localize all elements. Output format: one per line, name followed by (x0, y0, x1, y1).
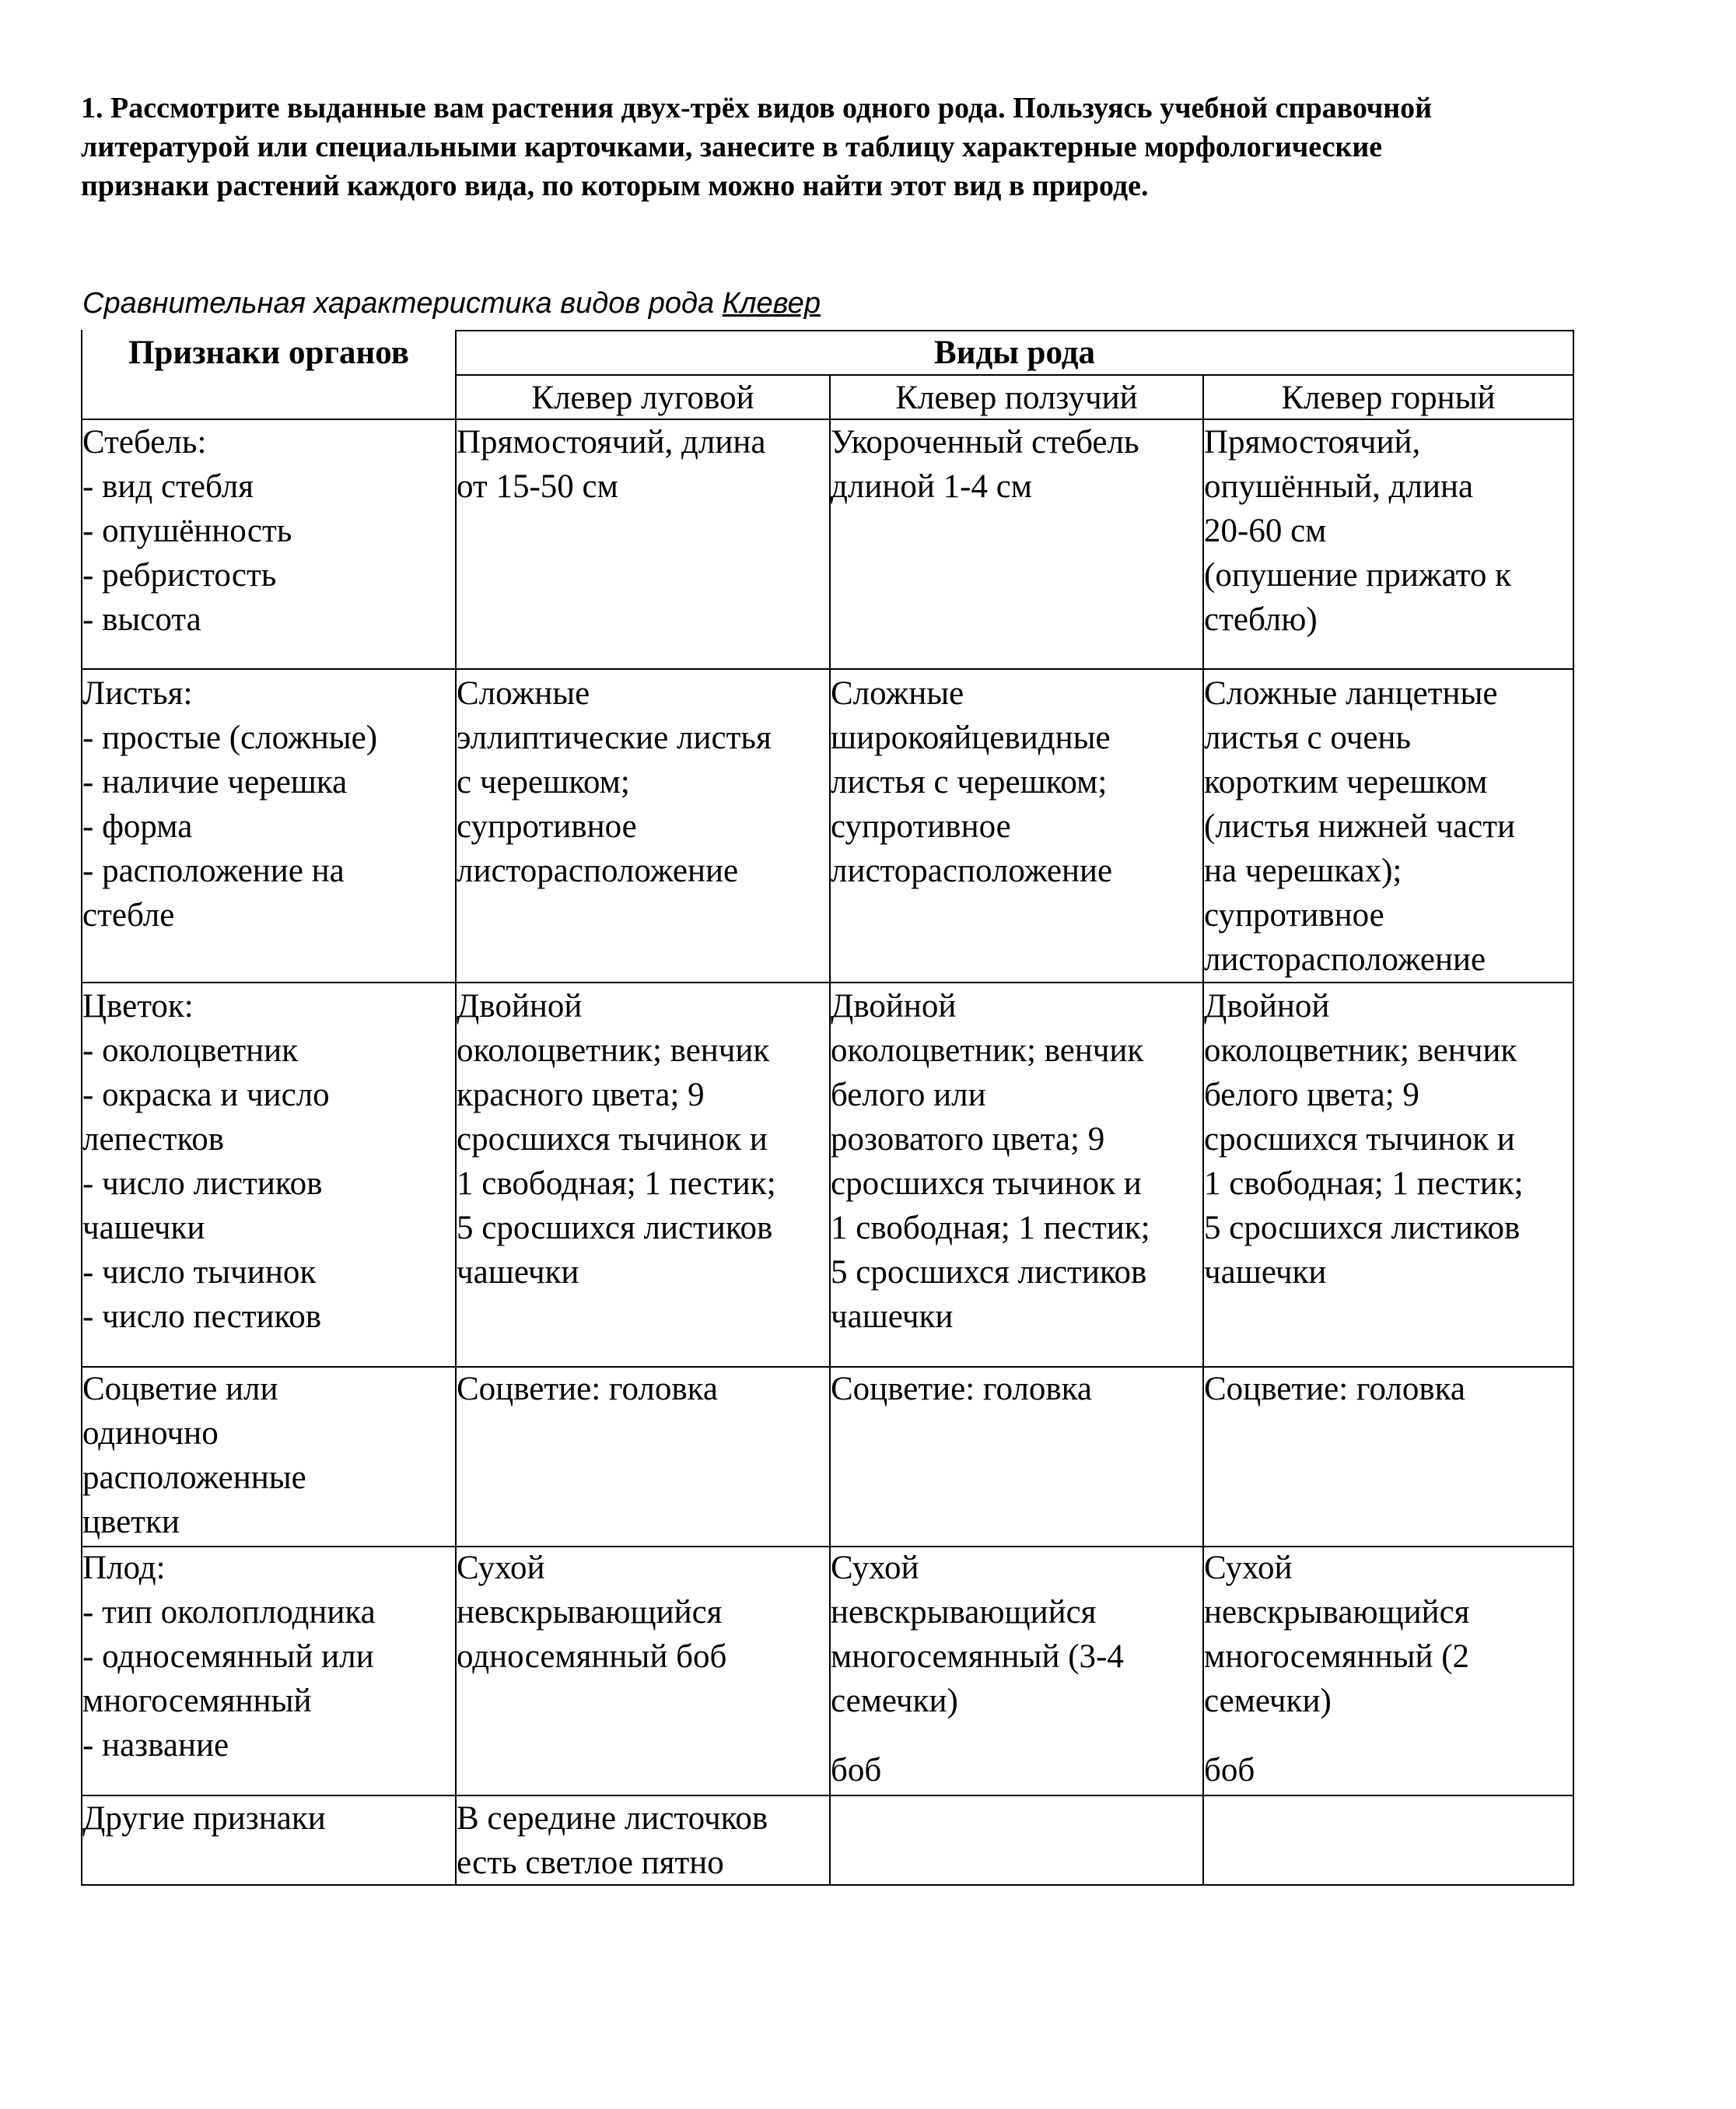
cell-organ-fruit: Плод: - тип околоплодника - односемянный или многосемянный - название (82, 1550, 376, 1764)
header-species-meadow: Клевер луговой (531, 380, 754, 416)
cell-flower-meadow: Двойной околоцветник; венчик красного цвета; 9 сросшихся тычинок и 1 свободная; 1 пестик; 5 сросшихся листиков чашечки (457, 988, 776, 1291)
cell-fruit-meadow: Сухой невскрывающийся односемянный боб (457, 1550, 727, 1675)
row-line-stem-bottom (81, 668, 1574, 670)
cell-organ-other: Другие признаки (82, 1800, 326, 1837)
cell-fruit-creeping-name: боб (831, 1752, 882, 1788)
header-organs: Признаки органов (128, 335, 409, 371)
cell-flower-creeping: Двойной околоцветник; венчик белого или розоватого цвета; 9 сросшихся тычинок и 1 свободная; 1 пестик; 5 сросшихся листиков чашечки (831, 988, 1150, 1335)
cell-stem-creeping: Укороченный стебель длиной 1-4 см (831, 424, 1139, 505)
cell-leaves-meadow: Сложные эллиптические листья с черешком; супротивное листорасположение (457, 675, 772, 889)
header-split-line (455, 374, 1574, 376)
cell-inflorescence-mountain: Соцветие: головка (1204, 1371, 1466, 1407)
task-line-1: 1. Рассмотрите выданные вам растения двух-трёх видов одного рода. Пользуясь учебной справочной (81, 92, 1433, 124)
cell-stem-mountain: Прямостоячий, опушённый, длина 20-60 см (опушение прижато к стеблю) (1204, 424, 1511, 638)
row-line-leaves-bottom (81, 982, 1574, 983)
cell-flower-mountain: Двойной околоцветник; венчик белого цвета; 9 сросшихся тычинок и 1 свободная; 1 пестик; 5 сросшихся листиков чашечки (1204, 988, 1524, 1291)
table-right-border (1573, 330, 1574, 1886)
task-line-3: признаки растений каждого вида, по которым можно найти этот вид в природе. (81, 170, 1149, 202)
caption-genus: Клевер (722, 287, 821, 320)
cell-inflorescence-creeping: Соцветие: головка (831, 1371, 1093, 1407)
header-species-creeping: Клевер ползучий (895, 380, 1138, 416)
cell-fruit-mountain-name: боб (1204, 1752, 1255, 1788)
task-statement (81, 89, 1668, 205)
header-species-group: Виды рода (934, 335, 1095, 371)
cell-inflorescence-meadow: Соцветие: головка (457, 1371, 719, 1407)
cell-leaves-mountain: Сложные ланцетные листья с очень коротким черешком (листья нижней части на черешках); супротивное листорасположение (1204, 675, 1515, 978)
table-caption (82, 286, 821, 321)
task-line-2: литературой или специальными карточками, занесите в таблицу характерные морфологические (81, 131, 1383, 163)
header-species-mountain: Клевер горный (1281, 380, 1496, 416)
caption-prefix: Сравнительная характеристика видов рода (82, 287, 723, 320)
cell-organ-flower: Цветок: - околоцветник - окраска и число лепестков - число листиков чашечки - число тычинок - число пестиков (82, 988, 330, 1335)
cell-fruit-mountain: Сухой невскрывающийся многосемянный (2 семечки) (1204, 1550, 1470, 1719)
cell-fruit-creeping: Сухой невскрывающийся многосемянный (3-4 семечки) (831, 1550, 1124, 1719)
cell-organ-inflorescence: Соцветие или одиночно расположенные цветки (82, 1371, 306, 1540)
table-top-border (455, 330, 1574, 331)
cell-organ-stem: Стебель: - вид стебля - опушённость - ребристость - высота (82, 424, 292, 638)
cell-organ-leaves: Листья: - простые (сложные) - наличие черешка - форма - расположение на стебле (82, 675, 378, 934)
cell-leaves-creeping: Сложные широкояйцевидные листья с черешком; супротивное листорасположение (831, 675, 1113, 889)
cell-other-meadow: В середине листочков есть светлое пятно (457, 1800, 768, 1881)
cell-stem-meadow: Прямостоячий, длина от 15-50 см (457, 424, 766, 505)
